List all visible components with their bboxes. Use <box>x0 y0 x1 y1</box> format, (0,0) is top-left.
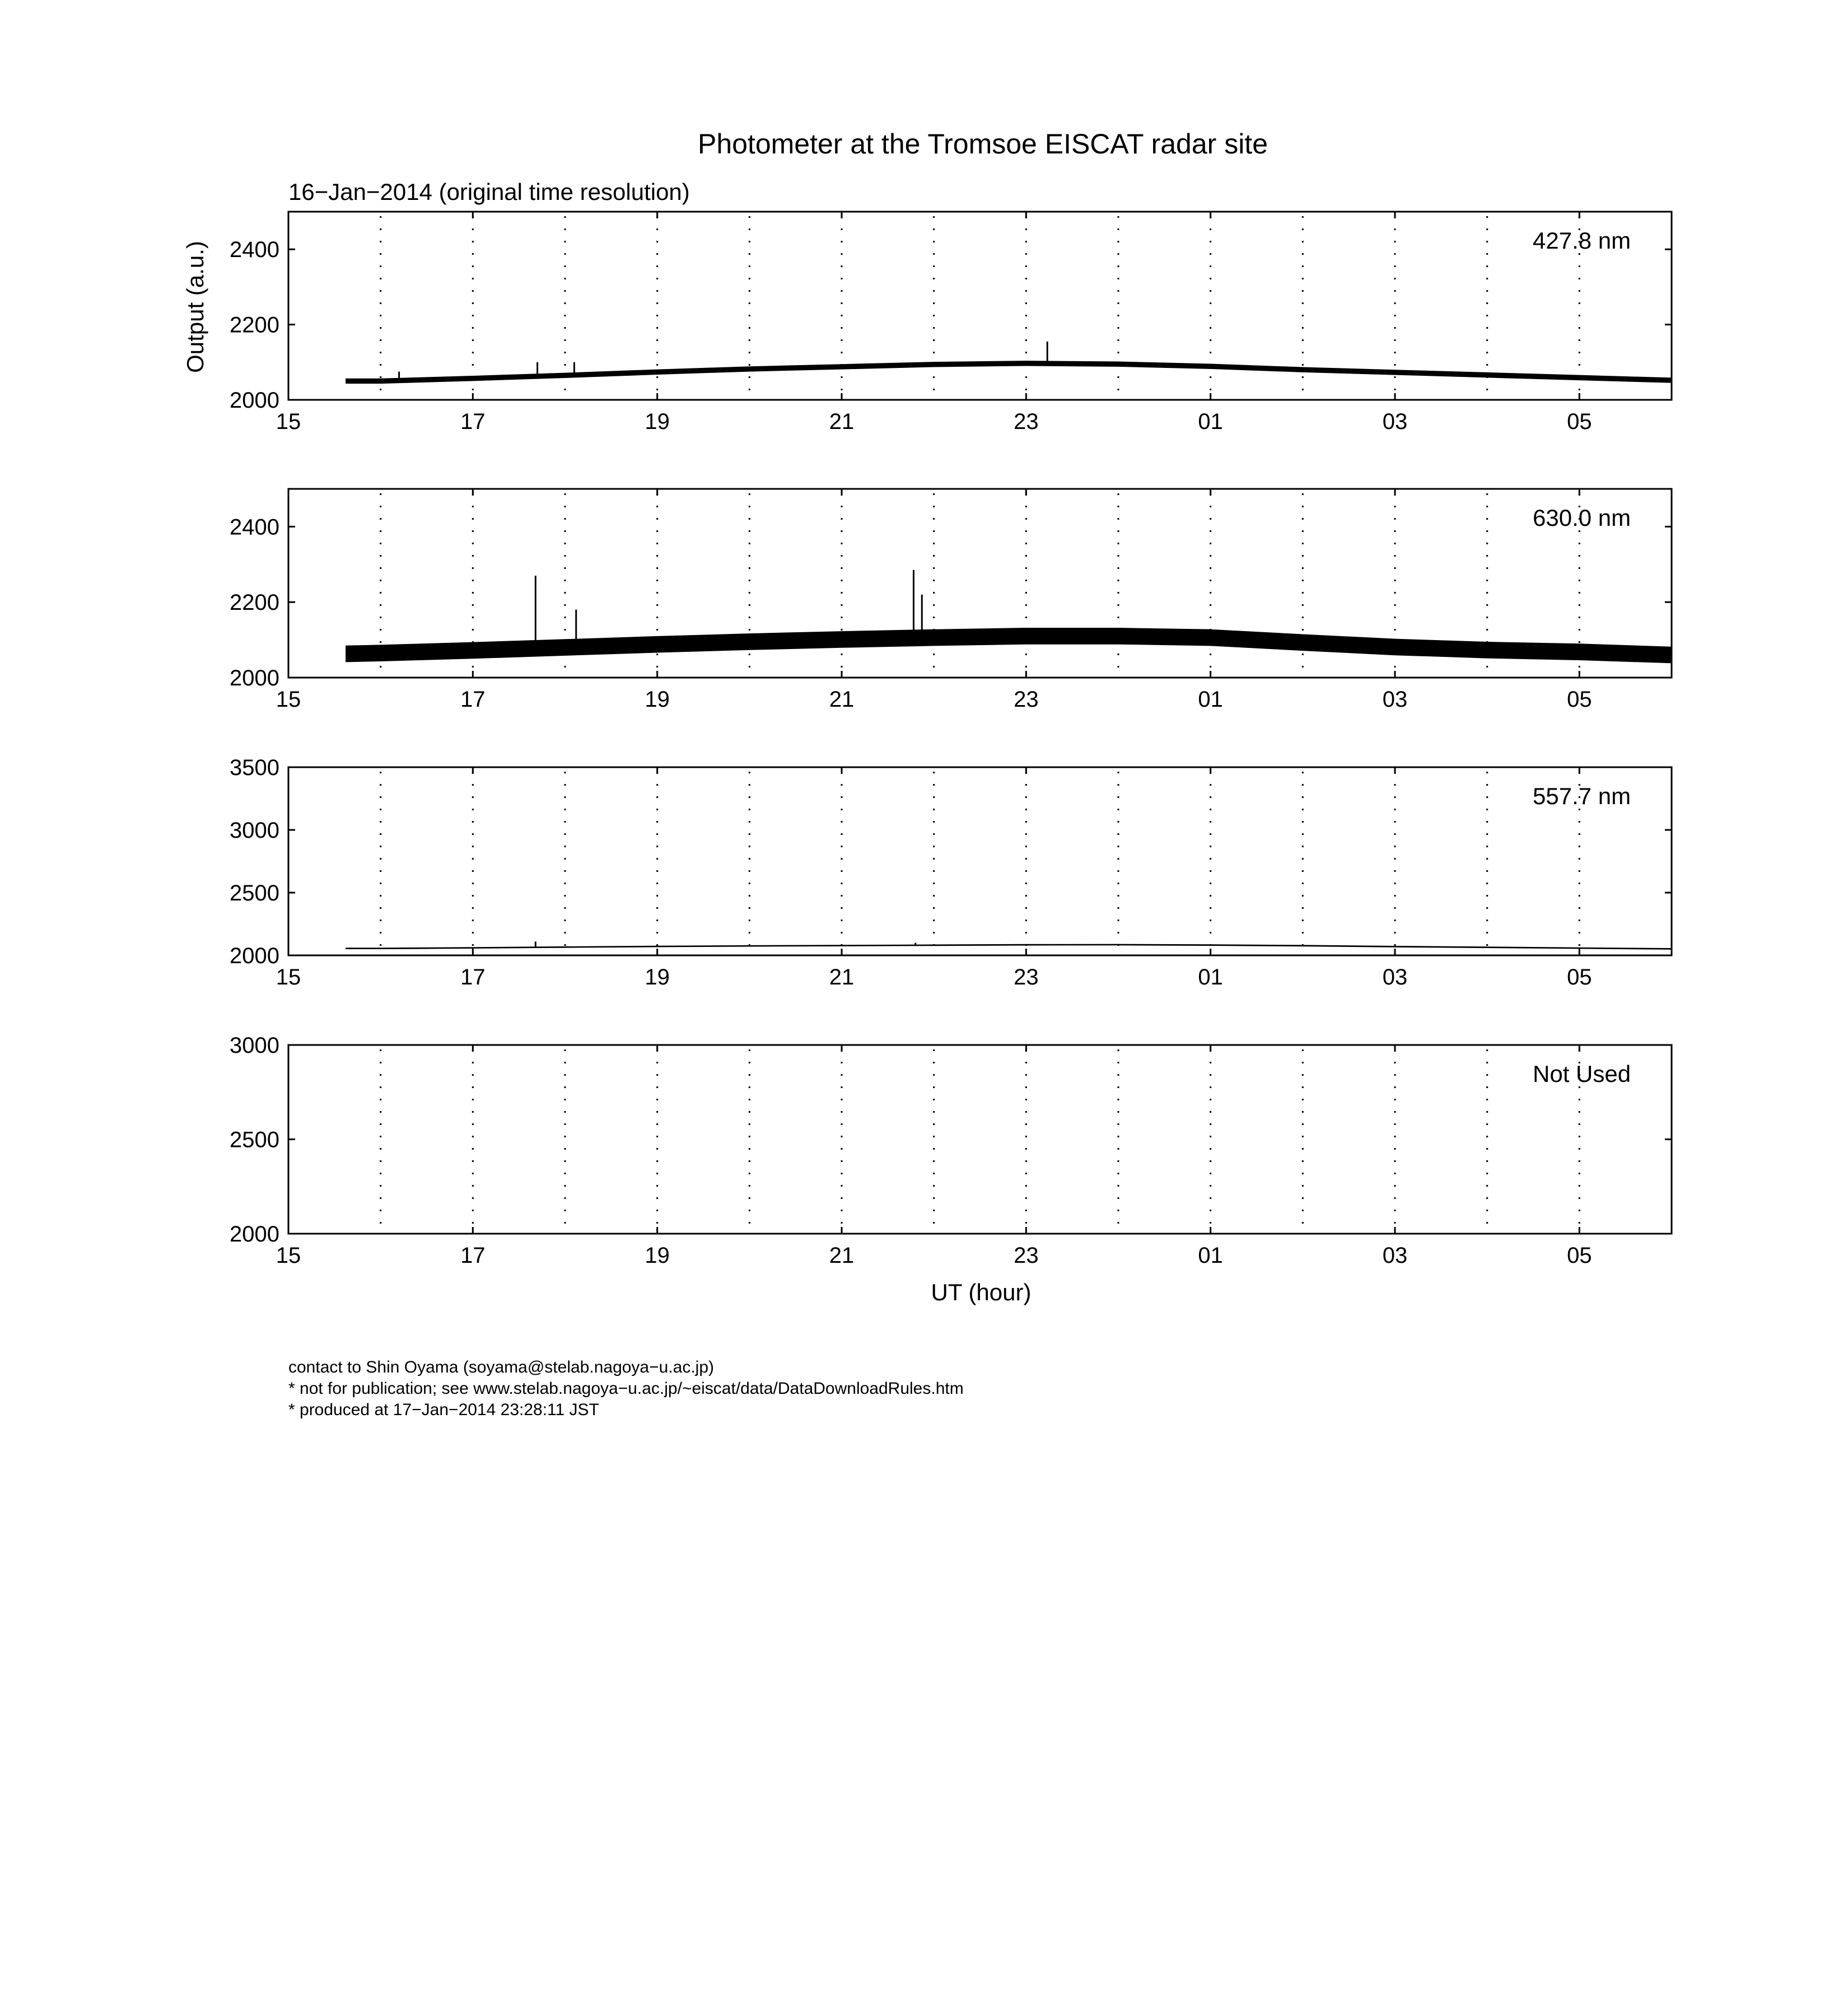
panel-1 <box>230 212 1672 434</box>
y-tick-label: 2000 <box>230 388 279 413</box>
x-axis-label: UT (hour) <box>931 1279 1032 1305</box>
y-tick-label: 3000 <box>230 818 279 843</box>
x-tick-label: 21 <box>829 1243 855 1268</box>
panels <box>230 212 1672 1268</box>
x-tick-label: 17 <box>460 409 486 434</box>
signal-band <box>346 361 1672 384</box>
y-axis-label: Output (a.u.) <box>182 241 208 373</box>
y-tick-label: 2000 <box>230 944 279 968</box>
x-tick-label: 05 <box>1567 965 1592 990</box>
x-tick-label: 19 <box>645 1243 670 1268</box>
figure-subtitle: 16−Jan−2014 (original time resolution) <box>288 179 690 205</box>
signal-band <box>346 628 1672 663</box>
channel-label: Not Used <box>1533 1061 1631 1087</box>
y-tick-label: 2400 <box>230 515 279 540</box>
footer-produced: * produced at 17−Jan−2014 23:28:11 JST <box>288 1401 599 1419</box>
y-tick-label: 2400 <box>230 237 279 263</box>
x-tick-label: 23 <box>1014 409 1039 434</box>
x-tick-label: 17 <box>460 965 486 990</box>
footer-usage-note: * not for publication; see www.stelab.nagoya−u.ac.jp/~eiscat/data/DataDownloadRules.htm <box>288 1379 964 1398</box>
x-tick-label: 05 <box>1567 409 1592 434</box>
footer-contact: contact to Shin Oyama (soyama@stelab.nagoya−u.ac.jp) <box>288 1358 715 1376</box>
x-tick-label: 19 <box>645 687 670 712</box>
x-tick-label: 23 <box>1014 1243 1039 1268</box>
x-tick-label: 15 <box>276 687 301 712</box>
x-tick-label: 15 <box>276 1243 301 1268</box>
x-tick-label: 03 <box>1382 687 1408 712</box>
x-tick-label: 21 <box>829 965 855 990</box>
channel-label: 630.0 nm <box>1533 505 1631 531</box>
x-tick-label: 17 <box>460 1243 486 1268</box>
y-tick-label: 2000 <box>230 1222 279 1247</box>
panel-2 <box>230 489 1672 712</box>
x-tick-label: 05 <box>1567 1243 1592 1268</box>
x-tick-label: 23 <box>1014 965 1039 990</box>
x-tick-label: 01 <box>1198 965 1223 990</box>
y-tick-label: 3500 <box>230 755 279 780</box>
x-tick-label: 01 <box>1198 409 1223 434</box>
panel-4 <box>230 1033 1672 1268</box>
plot-frame <box>288 212 1672 400</box>
x-tick-label: 03 <box>1382 1243 1408 1268</box>
y-tick-label: 2500 <box>230 881 279 906</box>
x-tick-label: 17 <box>460 687 486 712</box>
y-tick-label: 2000 <box>230 666 279 690</box>
signal-band <box>346 944 1672 950</box>
x-tick-label: 21 <box>829 409 855 434</box>
y-tick-label: 3000 <box>230 1033 279 1058</box>
channel-label: 557.7 nm <box>1533 783 1631 809</box>
y-tick-label: 2200 <box>230 312 279 338</box>
panel-3 <box>230 755 1672 990</box>
x-tick-label: 21 <box>829 687 855 712</box>
y-tick-label: 2500 <box>230 1127 279 1152</box>
x-tick-label: 19 <box>645 409 670 434</box>
figure-title: Photometer at the Tromsoe EISCAT radar site <box>697 128 1268 160</box>
plot-frame <box>288 767 1672 955</box>
x-tick-label: 15 <box>276 965 301 990</box>
x-tick-label: 19 <box>645 965 670 990</box>
y-tick-label: 2200 <box>230 590 279 615</box>
x-tick-label: 23 <box>1014 687 1039 712</box>
plot-frame <box>288 1045 1672 1234</box>
x-tick-label: 05 <box>1567 687 1592 712</box>
x-tick-label: 03 <box>1382 409 1408 434</box>
x-tick-label: 15 <box>276 409 301 434</box>
channel-label: 427.8 nm <box>1533 227 1631 254</box>
x-tick-label: 01 <box>1198 1243 1223 1268</box>
x-tick-label: 01 <box>1198 687 1223 712</box>
x-tick-label: 03 <box>1382 965 1408 990</box>
